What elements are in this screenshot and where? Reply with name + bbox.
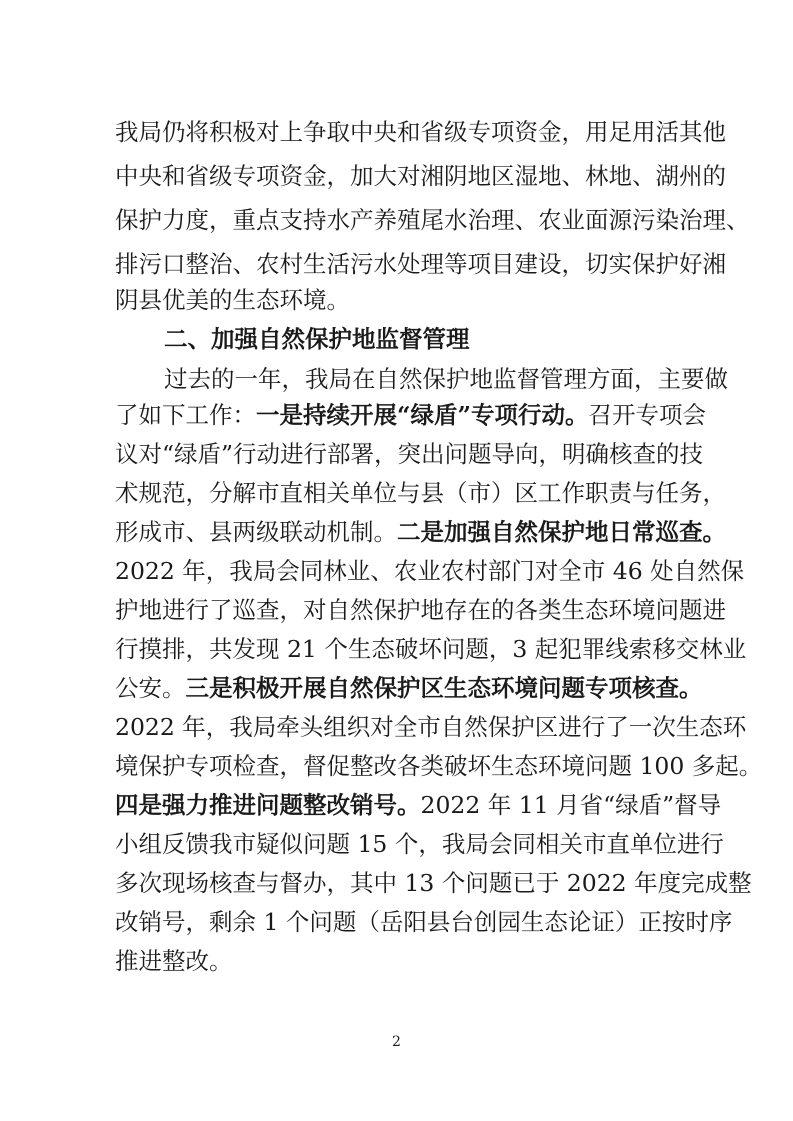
paragraph-line: 护地进行了巡查，对自然保护地存在的各类生态环境问题进 xyxy=(115,596,726,624)
paragraph-line: 议对“绿盾”行动进行部署，突出问题导向，明确核查的技 xyxy=(115,440,704,468)
text-run: 公安。 xyxy=(115,674,186,702)
paragraph-line xyxy=(115,790,722,820)
paragraph-line: 术规范，分解市直相关单位与县（市）区工作职责与任务， xyxy=(115,479,726,507)
paragraph-line: 境保护专项检查，督促整改各类破坏生态环境问题 100 多起。 xyxy=(115,752,763,780)
paragraph-line: 多次现场核查与督办，其中 13 个问题已于 2022 年度完成整 xyxy=(115,869,752,897)
paragraph-line: 过去的一年，我局在自然保护地监督管理方面，主要做 xyxy=(164,365,728,393)
bold-text-run: 一是持续开展“绿盾”专项行动。 xyxy=(256,401,589,429)
text-run: 形成市、县两级联动机制。 xyxy=(115,518,397,546)
text-run: 了如下工作： xyxy=(115,401,256,429)
paragraph-line xyxy=(115,673,703,703)
paragraph-line xyxy=(115,517,726,547)
paragraph-line: 改销号，剩余 1 个问题（岳阳县台创园生态论证）正按时序 xyxy=(115,908,733,936)
paragraph-line xyxy=(115,400,707,430)
paragraph-line: 中央和省级专项资金，加大对湘阴地区湿地、林地、湖州的 xyxy=(115,162,726,190)
paragraph-line: 行摸排，共发现 21 个生态破坏问题，3 起犯罪线索移交林业 xyxy=(115,635,747,663)
text-run: 召开专项会 xyxy=(588,401,707,429)
paragraph-line: 小组反馈我市疑似问题 15 个，我局会同相关市直单位进行 xyxy=(115,830,724,858)
section-heading: 二、加强自然保护地监督管理 xyxy=(164,325,470,353)
page-number: 2 xyxy=(392,1034,401,1050)
paragraph-line: 阴县优美的生态环境。 xyxy=(115,286,350,314)
paragraph-line: 保护力度，重点支持水产养殖尾水治理、农业面源污染治理、 xyxy=(115,206,750,234)
paragraph-line: 2022 年，我局牵头组织对全市自然保护区进行了一次生态环 xyxy=(115,713,747,741)
paragraph-line: 推进整改。 xyxy=(115,947,233,975)
bold-text-run: 二是加强自然保护地日常巡查。 xyxy=(397,518,726,546)
bold-text-run: 三是积极开展自然保护区生态环境问题专项核查。 xyxy=(185,674,703,702)
paragraph-line: 排污口整治、农村生活污水处理等项目建设，切实保护好湘 xyxy=(115,250,726,278)
text-run: 2022 年 11 月省“绿盾”督导 xyxy=(420,791,722,819)
paragraph-line: 我局仍将积极对上争取中央和省级专项资金，用足用活其他 xyxy=(115,118,726,146)
paragraph-line: 2022 年，我局会同林业、农业农村部门对全市 46 处自然保 xyxy=(115,557,745,585)
bold-text-run: 四是强力推进问题整改销号。 xyxy=(115,791,421,819)
